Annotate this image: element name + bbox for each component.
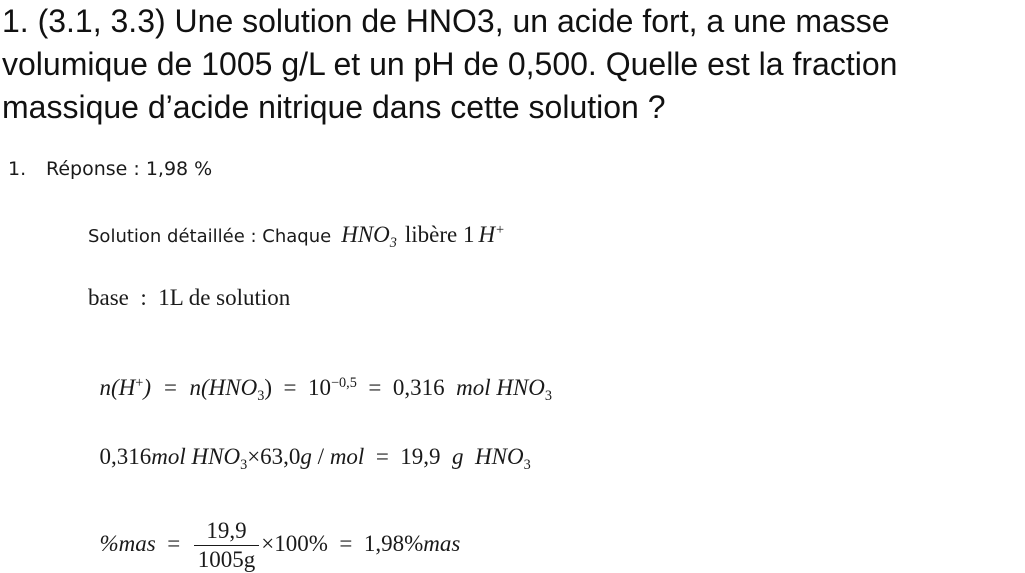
answer-line bbox=[8, 158, 212, 180]
question-text bbox=[2, 0, 1022, 129]
fraction-denominator: 1005g bbox=[197, 547, 256, 572]
answer-text: Réponse : 1,98 % bbox=[46, 158, 213, 180]
question-line-2: volumique de 1005 g/L et un pH de 0,500. Quelle est la fraction bbox=[2, 46, 898, 82]
solution-intro-label: Solution détaillée : Chaque bbox=[88, 226, 332, 247]
mass-equation: 0,316mol $HNO_3\times 63,0g$ / mol = 19,9 g $HNO_3$ bbox=[99, 444, 531, 473]
question-line-3: massique d’acide nitrique dans cette solution ? bbox=[2, 89, 666, 125]
solution-intro-rest: libère 1 bbox=[404, 222, 475, 247]
solution-intro bbox=[88, 222, 505, 251]
percent-equation: %mas = $\frac{19,9}{1005g}$ ×100% = 1,98%mas bbox=[99, 518, 461, 572]
question-line-1: 1. (3.1, 3.3) Une solution de HNO3, un acide fort, a une masse bbox=[2, 3, 890, 39]
fraction-numerator: 19,9 bbox=[194, 518, 260, 546]
mass-fraction bbox=[194, 518, 260, 573]
moles-equation: $n(H^+) = n(HNO_3) = 10^{-0,5} = 0,316$ mol $HNO_3$ bbox=[99, 375, 553, 404]
solution-intro-ion: H+ bbox=[478, 222, 505, 247]
solution-intro-formula: $HNO_3$ bbox=[341, 222, 397, 251]
answer-number: 1. bbox=[8, 158, 27, 180]
base-line: base : 1L de solution bbox=[88, 285, 291, 310]
